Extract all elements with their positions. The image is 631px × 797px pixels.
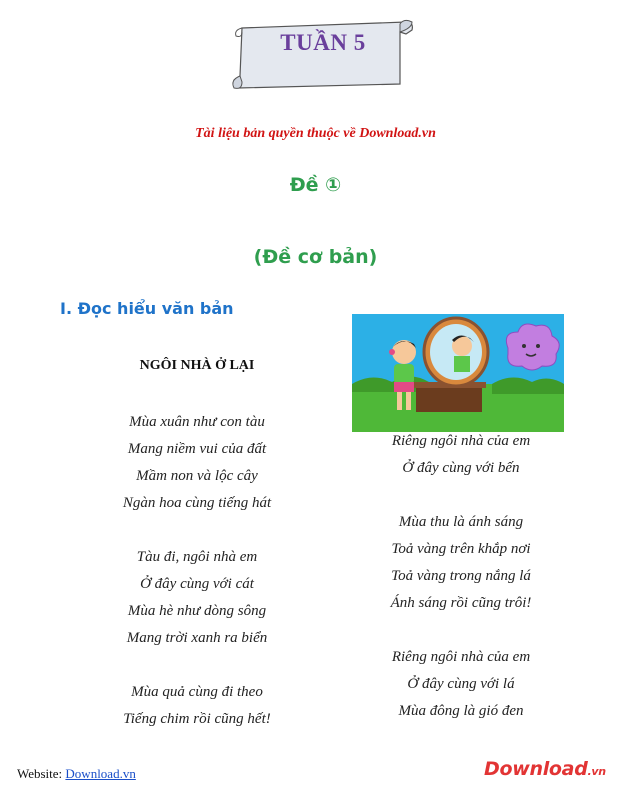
poem-right-column [356, 428, 566, 725]
poem-line: Mang trời xanh ra biển [126, 630, 268, 646]
page-title: TUẦN 5 [280, 30, 366, 55]
poem-line: Ở đây cùng với cát [140, 576, 254, 592]
poem-line: Mang niềm vui của đất [127, 441, 267, 457]
poem-line: Riêng ngôi nhà của em [391, 433, 531, 449]
poem-line: Tiếng chim rồi cũng hết! [123, 711, 271, 727]
poem-line: Mùa đông là gió đen [398, 703, 524, 719]
logo-suffix: .vn [587, 765, 606, 778]
website-link[interactable]: Download.vn [65, 766, 136, 781]
poem-line: Ở đây cùng với bến [402, 460, 520, 476]
stanza-gap [356, 482, 566, 509]
stanza-gap [92, 652, 302, 679]
poem-line: Toả vàng trên khắp nơi [391, 541, 531, 557]
poem-line: Ngàn hoa cùng tiếng hát [122, 495, 272, 511]
poem-line: Tàu đi, ngôi nhà em [136, 549, 258, 565]
poem-line: Mầm non và lộc cây [136, 468, 258, 484]
exam-type: (Đề cơ bản) [253, 246, 378, 268]
section-heading: I. Đọc hiểu văn bản [60, 299, 234, 318]
download-logo [484, 758, 606, 780]
poem-left-column [92, 409, 302, 733]
footer [17, 766, 136, 782]
poem-line: Mùa thu là ánh sáng [398, 514, 524, 530]
stanza-gap [356, 617, 566, 644]
poem-line: Mùa xuân như con tàu [129, 414, 265, 430]
poem-line: Riêng ngôi nhà của em [391, 649, 531, 665]
poem-title: NGÔI NHÀ Ở LẠI [139, 358, 255, 373]
poem-line: Toả vàng trong nắng lá [391, 568, 531, 584]
poem-line: Ánh sáng rồi cũng trôi! [390, 595, 532, 611]
copyright-notice: Tài liệu bản quyền thuộc về Download.vn [195, 126, 436, 141]
exam-number: Đề ① [289, 174, 342, 196]
stanza-gap [92, 517, 302, 544]
poem-line: Mùa hè như dòng sông [127, 603, 267, 619]
girl-mirror-illustration [352, 314, 564, 432]
logo-text: Download [484, 758, 588, 780]
website-label: Website: [17, 766, 63, 781]
poem-line: Mùa quả cùng đi theo [131, 684, 263, 700]
poem-line: Ở đây cùng với lá [407, 676, 515, 692]
